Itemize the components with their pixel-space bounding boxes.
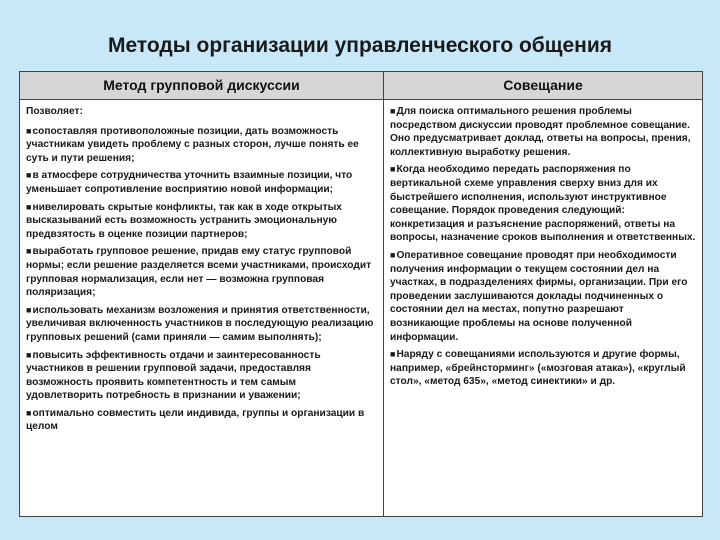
meeting-column [390,105,696,393]
list-item: ■Оперативное совещание проводят при необходимости получения информации о текущем состоянии дел на участках, в подразделениях фирмы, организации. При его проведении заслушиваются доклады подчиненных о состоянии дел на местах, попутно разрешают возникающие проблемы на основе полученной информации. [390,249,688,343]
bullet-icon: ■ [26,246,32,257]
allows-intro: Позволяет: [26,106,83,117]
header-meeting: Совещание [503,77,583,93]
header-group-discussion: Метод групповой дискуссии [103,77,300,93]
bullet-icon: ■ [390,349,396,360]
list-item: ■выработать групповое решение, придав ему статус групповой нормы; если решение разделяется всеми участниками, происходит групповая нормализация, если нет — возможна групповая поляризация; [26,246,372,299]
list-item: ■оптимально совместить цели индивида, группы и организации в целом [26,407,365,433]
slide-title: Методы организации управленческого общения [107,34,613,57]
list-item: ■нивелировать скрытые конфликты, так как в ходе открытых высказываний есть возможность устранить эмоциональную предвзятость в оценке позиции партнеров; [26,201,342,240]
bullet-icon: ■ [26,407,32,418]
group-discussion-column [26,105,376,438]
list-item: ■повысить эффективность отдачи и заинтересованность участников в решении групповой задачи, предоставляя возможность проявить компетентность и тем самым удовлетворить потребность в признании и уважении; [26,349,321,402]
bullet-icon: ■ [26,349,32,360]
table-header-row [20,72,702,100]
bullet-icon: ■ [390,249,396,260]
bullet-icon: ■ [26,201,32,212]
column-divider [383,72,384,516]
list-item: ■Наряду с совещаниями используются и другие формы, например, «брейнсторминг» («мозговая атака»), «круглый стол», «метод 635», «метод синектики» и др. [390,349,686,388]
bullet-icon: ■ [26,125,32,136]
list-item: ■использовать механизм возложения и принятия ответственности, увеличивая включенность участников в последующую реализацию групповых решений (сами приняли — самим выполнять); [26,304,374,343]
list-item: ■в атмосфере сотрудничества уточнить взаимные позиции, что уменьшает сопротивление восприятию новой информации; [26,170,353,195]
comparison-table [19,71,703,517]
bullet-icon: ■ [26,170,32,181]
bullet-icon: ■ [390,164,396,175]
bullet-icon: ■ [26,304,32,315]
list-item: ■Для поиска оптимального решения проблемы посредством дискуссии проводят проблемное совещание. Оно предусматривает доклад, ответы на вопросы, прения, коллективную выработку решения. [390,106,691,158]
list-item: ■сопоставляя противоположные позиции, дать возможность участникам увидеть проблему с разных сторон, лучше понять ее суть и пути решения; [26,125,359,164]
list-item: ■Когда необходимо передать распоряжения по вертикальной схеме управления сверху вниз для их быстрейшего исполнения, используют инструктивное совещание. Порядок проведения следующий: конкретизация и разъяснение распоряжений, ответы на вопросы, назначение сроков выполнения и ответственных. [390,164,696,244]
bullet-icon: ■ [390,106,396,116]
